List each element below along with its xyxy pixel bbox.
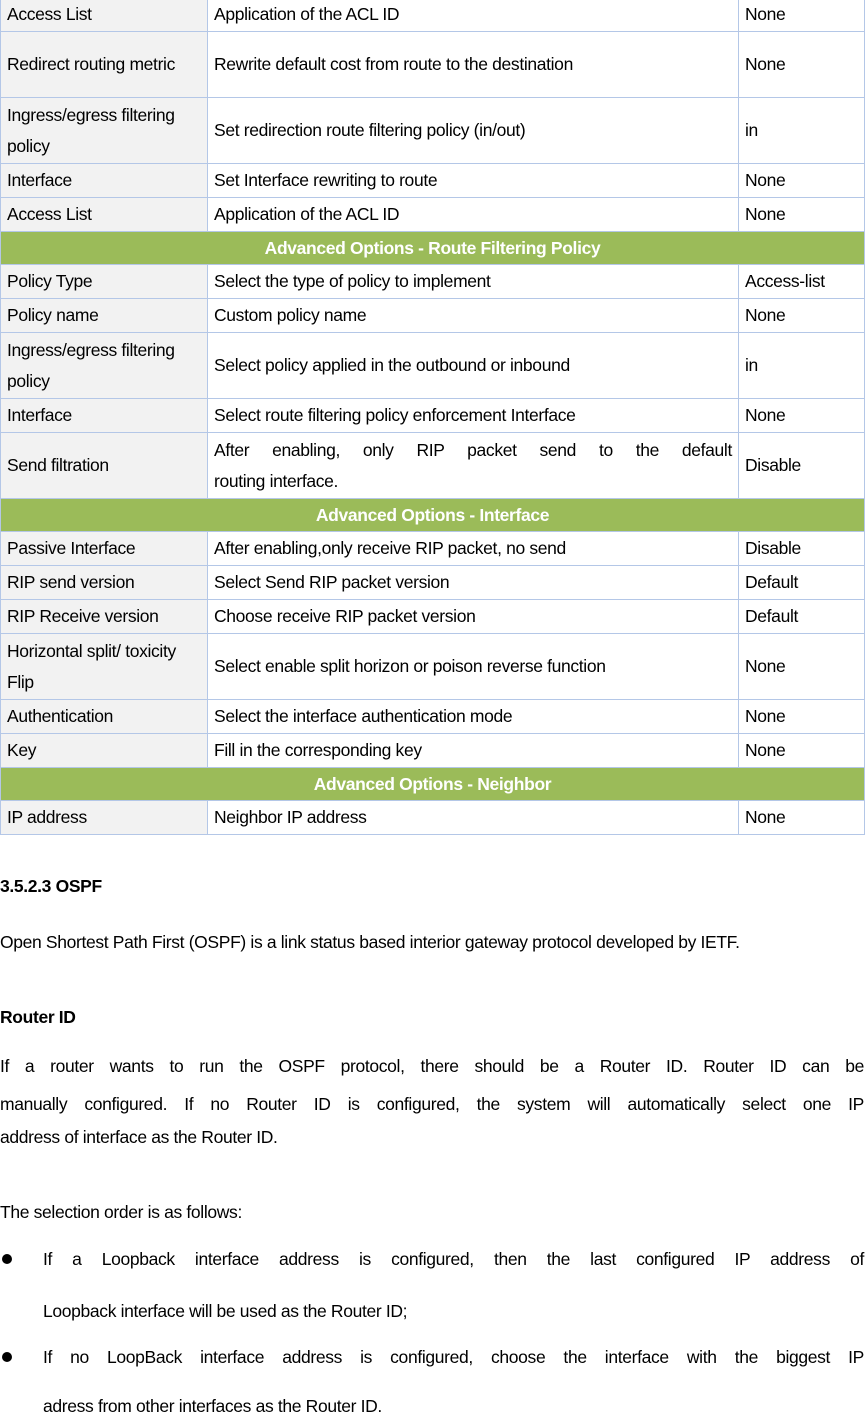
table-row — [1, 532, 865, 566]
default-value-cell: in — [739, 98, 865, 164]
table-row — [1, 634, 865, 700]
parameter-cell: Ingress/egress filtering policy — [1, 98, 208, 164]
section-title: Advanced Options - Route Filtering Policy — [1, 232, 865, 265]
table-row — [1, 0, 865, 32]
default-value-cell: Disable — [739, 433, 865, 499]
description-cell: Application of the ACL ID — [208, 198, 739, 232]
default-value-cell: in — [739, 333, 865, 399]
description-cell: Set redirection route filtering policy (in/out) — [208, 98, 739, 164]
parameter-cell: Send filtration — [1, 433, 208, 499]
description-line: routing interface. — [214, 470, 339, 491]
table-row — [1, 566, 865, 600]
parameter-cell: RIP send version — [1, 566, 208, 600]
description-cell: Select enable split horizon or poison reverse function — [208, 634, 739, 700]
router-id-line-2: manually configured. If no Router ID is configured, the system will automatically select one IP — [0, 1094, 864, 1114]
description-cell: Neighbor IP address — [208, 801, 739, 835]
parameter-cell: Horizontal split/ toxicity Flip — [1, 634, 208, 700]
default-value-cell: None — [739, 0, 865, 32]
description-cell: Select route filtering policy enforcement Interface — [208, 399, 739, 433]
bullet-1-line-1: If a Loopback interface address is configured, then the last configured IP address of — [43, 1249, 864, 1269]
description-cell: Custom policy name — [208, 299, 739, 333]
description-cell: Select the type of policy to implement — [208, 265, 739, 299]
description-cell: Choose receive RIP packet version — [208, 600, 739, 634]
section-title: Advanced Options - Interface — [1, 499, 865, 532]
default-value-cell: None — [739, 734, 865, 768]
table-row — [1, 433, 865, 499]
default-value-cell: None — [739, 299, 865, 333]
table-row — [1, 700, 865, 734]
default-value-cell: None — [739, 198, 865, 232]
table-row — [1, 399, 865, 433]
table-row — [1, 734, 865, 768]
section-header-row — [1, 499, 865, 532]
table-row — [1, 333, 865, 399]
bullet-dot-1 — [2, 1254, 12, 1264]
intro-paragraph: Open Shortest Path First (OSPF) is a link status based interior gateway protocol developed by IETF. — [0, 932, 740, 952]
section-header-row — [1, 232, 865, 265]
table-row — [1, 600, 865, 634]
default-value-cell: None — [739, 634, 865, 700]
table-row — [1, 801, 865, 835]
description-cell: Select policy applied in the outbound or inbound — [208, 333, 739, 399]
router-id-line-1: If a router wants to run the OSPF protocol, there should be a Router ID. Router ID can be — [0, 1056, 864, 1076]
description-cell: Select the interface authentication mode — [208, 700, 739, 734]
table-row — [1, 265, 865, 299]
default-value-cell: None — [739, 32, 865, 98]
parameter-cell: Ingress/egress filtering policy — [1, 333, 208, 399]
parameter-cell: Authentication — [1, 700, 208, 734]
bullet-1-line-2: Loopback interface will be used as the Router ID; — [43, 1301, 408, 1321]
table-row — [1, 299, 865, 333]
section-header-row — [1, 768, 865, 801]
bullet-2-line-2: adress from other interfaces as the Router ID. — [43, 1396, 382, 1416]
description-cell: Set Interface rewriting to route — [208, 164, 739, 198]
description-line: After enabling, only RIP packet send to the default — [214, 439, 732, 460]
section-title: Advanced Options - Neighbor — [1, 768, 865, 801]
section-heading: 3.5.2.3 OSPF — [0, 876, 102, 896]
description-cell: Application of the ACL ID — [208, 0, 739, 32]
table-row — [1, 198, 865, 232]
router-id-heading: Router ID — [0, 1007, 76, 1027]
default-value-cell: None — [739, 164, 865, 198]
default-value-cell: Default — [739, 566, 865, 600]
description-cell: Rewrite default cost from route to the destination — [208, 32, 739, 98]
parameter-table-body — [1, 0, 865, 835]
default-value-cell: Default — [739, 600, 865, 634]
parameter-cell: Access List — [1, 0, 208, 32]
table-row — [1, 98, 865, 164]
default-value-cell: None — [739, 801, 865, 835]
parameter-cell: IP address — [1, 801, 208, 835]
bullet-2-line-1: If no LoopBack interface address is configured, choose the interface with the biggest IP — [43, 1347, 864, 1367]
default-value-cell: None — [739, 399, 865, 433]
router-id-line-3: address of interface as the Router ID. — [0, 1127, 278, 1147]
parameter-cell: RIP Receive version — [1, 600, 208, 634]
selection-order-text: The selection order is as follows: — [0, 1202, 242, 1222]
parameter-cell: Policy name — [1, 299, 208, 333]
table-row — [1, 164, 865, 198]
parameter-cell: Interface — [1, 164, 208, 198]
parameter-cell: Policy Type — [1, 265, 208, 299]
parameter-cell: Redirect routing metric — [1, 32, 208, 98]
parameter-cell: Interface — [1, 399, 208, 433]
table-row — [1, 32, 865, 98]
description-cell: After enabling,only receive RIP packet, no send — [208, 532, 739, 566]
description-cell: Select Send RIP packet version — [208, 566, 739, 600]
default-value-cell: Disable — [739, 532, 865, 566]
bullet-dot-2 — [2, 1352, 12, 1362]
default-value-cell: None — [739, 700, 865, 734]
parameter-cell: Passive Interface — [1, 532, 208, 566]
parameter-cell: Key — [1, 734, 208, 768]
description-cell — [208, 433, 739, 499]
description-cell: Fill in the corresponding key — [208, 734, 739, 768]
parameter-cell: Access List — [1, 198, 208, 232]
default-value-cell: Access-list — [739, 265, 865, 299]
